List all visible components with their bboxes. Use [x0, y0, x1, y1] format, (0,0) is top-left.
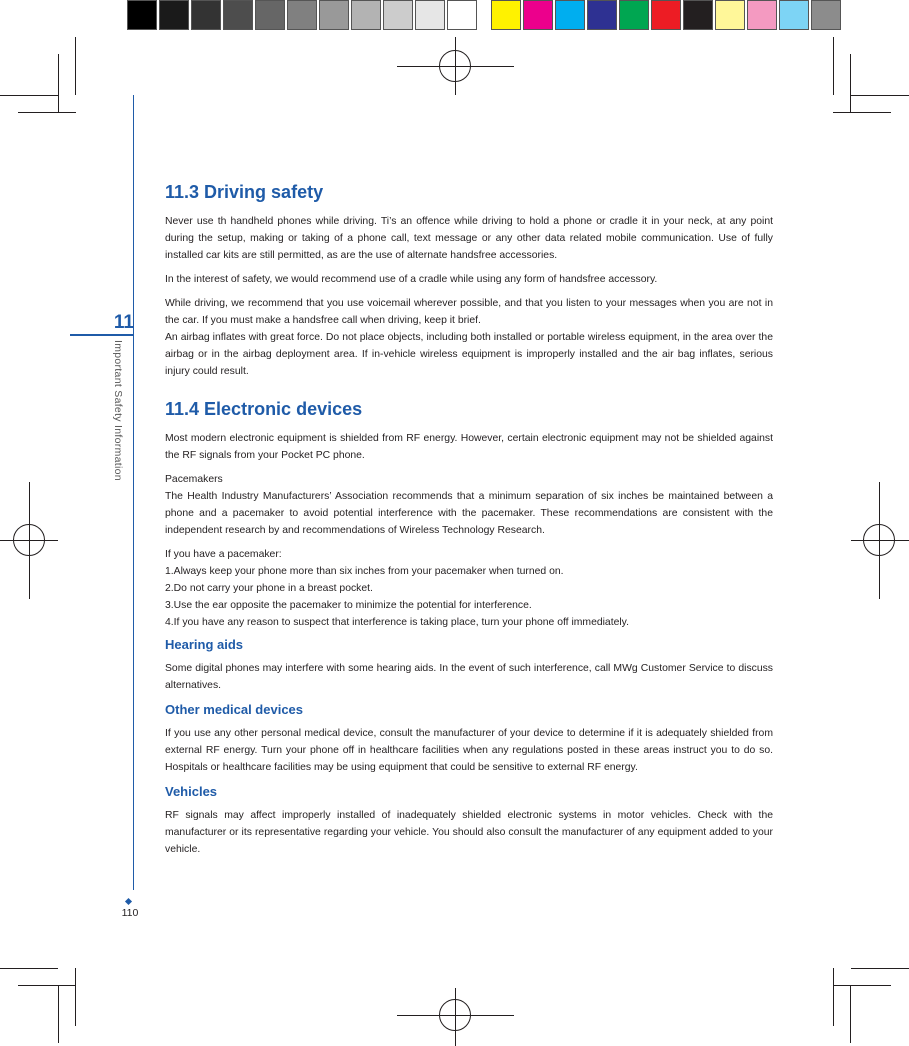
color-swatch	[159, 0, 189, 30]
crop-mark	[850, 985, 851, 1043]
color-swatch	[555, 0, 585, 30]
color-swatch	[683, 0, 713, 30]
subheading-medical-devices: Other medical devices	[165, 702, 304, 717]
color-swatch	[127, 0, 157, 30]
color-swatch	[319, 0, 349, 30]
crop-mark	[851, 95, 909, 96]
section-heading-driving: 11.3 Driving safety	[165, 182, 324, 202]
paragraph: Never use th handheld phones while driving. Ti’s an offence while driving to hold a phone or cradle it in your neck, at any point during the setup, making or taking of a phone call, text message or any other data related mobile communication. Use of fully installed car kits are still permitted, as are the use of alternate handsfree accessories.	[165, 216, 773, 261]
crop-mark	[75, 968, 76, 1026]
color-swatch	[223, 0, 253, 30]
page-content	[165, 180, 773, 865]
crop-mark	[0, 968, 58, 969]
color-swatch	[747, 0, 777, 30]
color-swatch	[651, 0, 681, 30]
chapter-rule	[70, 334, 134, 336]
subheading-hearing-aids: Hearing aids	[165, 637, 244, 652]
crop-mark	[850, 54, 851, 112]
color-swatch	[811, 0, 841, 30]
margin-rule	[133, 95, 134, 890]
registration-circle	[13, 524, 45, 556]
color-swatch	[779, 0, 809, 30]
page-number: 110	[121, 907, 139, 919]
color-swatch	[447, 0, 477, 30]
color-calibration-bar	[127, 0, 843, 32]
color-swatches	[491, 0, 843, 32]
paragraph: RF signals may affect improperly installed of inadequately shielded electronic systems in motor vehicles. Check with the manufacturer or its representative regarding your vehicle. You should also consult the manufacturer of any equipment added to your vehicle.	[165, 810, 773, 855]
crop-mark	[0, 95, 58, 96]
crop-mark	[851, 968, 909, 969]
list-intro: If you have a pacemaker:	[165, 549, 282, 560]
paragraph: In the interest of safety, we would recommend use of a cradle while using any form of handsfree accessory.	[165, 274, 658, 285]
crop-mark	[75, 37, 76, 95]
crop-mark	[58, 54, 59, 112]
subheading-vehicles: Vehicles	[165, 784, 218, 799]
crop-mark	[833, 985, 891, 986]
crop-mark	[18, 985, 76, 986]
color-swatch	[523, 0, 553, 30]
crop-mark	[833, 112, 891, 113]
color-swatch	[619, 0, 649, 30]
color-swatch	[255, 0, 285, 30]
list-item: 1.Always keep your phone more than six inches from your pacemaker when turned on.	[165, 566, 564, 577]
crop-mark	[58, 985, 59, 1043]
color-swatch	[715, 0, 745, 30]
color-swatch	[191, 0, 221, 30]
color-swatch	[491, 0, 521, 30]
list-item: 2.Do not carry your phone in a breast pocket.	[165, 583, 373, 594]
page-marker-icon	[125, 898, 132, 905]
crop-mark	[18, 112, 76, 113]
crop-mark	[833, 37, 834, 95]
list-item: 4.If you have any reason to suspect that interference is taking place, turn your phone off immediately.	[165, 617, 629, 628]
color-swatch	[351, 0, 381, 30]
paragraph: The Health Industry Manufacturers’ Association recommends that a minimum separation of six inches be maintained between a phone and a pacemaker to avoid potential interference with the pacemaker. These recommendations are consistent with the independent research by and recommendations of Wireless Technology Research.	[165, 491, 773, 536]
paragraph: If you use any other personal medical device, consult the manufacturer of your device to determine if it is adequately shielded from external RF energy. Turn your phone off in healthcare facilities when any regulations posted in these areas instruct you to do so. Hospitals or healthcare facilities may be using equipment that could be sensitive to external RF energy.	[165, 728, 773, 773]
section-heading-electronic: 11.4 Electronic devices	[165, 399, 363, 419]
crop-mark	[833, 968, 834, 1026]
list-item: 3.Use the ear opposite the pacemaker to minimize the potential for interference.	[165, 600, 532, 611]
registration-circle	[439, 999, 471, 1031]
registration-circle	[863, 524, 895, 556]
color-swatch	[587, 0, 617, 30]
chapter-number: 11	[113, 312, 134, 333]
paragraph: Some digital phones may interfere with some hearing aids. In the event of such interference, call MWg Customer Service to discuss alternatives.	[165, 663, 773, 691]
pacemakers-label: Pacemakers	[165, 474, 223, 485]
color-swatch	[287, 0, 317, 30]
paragraph: An airbag inflates with great force. Do not place objects, including both installed or portable wireless equipment, in the area over the airbag or in the airbag deployment area. If in-vehicle wireless equipment is improperly installed and the air bag inflates, serious injury could result.	[165, 332, 773, 377]
color-swatch	[415, 0, 445, 30]
color-swatch	[383, 0, 413, 30]
paragraph: While driving, we recommend that you use voicemail wherever possible, and that you listen to your messages when you are not in the car. If you must make a handsfree call when driving, keep it brief.	[165, 298, 773, 326]
paragraph: Most modern electronic equipment is shielded from RF energy. However, certain electronic equipment may not be shielded against the RF signals from your Pocket PC phone.	[165, 433, 773, 461]
grayscale-swatches	[127, 0, 479, 32]
registration-circle	[439, 50, 471, 82]
chapter-title: Important Safety Information	[112, 340, 124, 481]
